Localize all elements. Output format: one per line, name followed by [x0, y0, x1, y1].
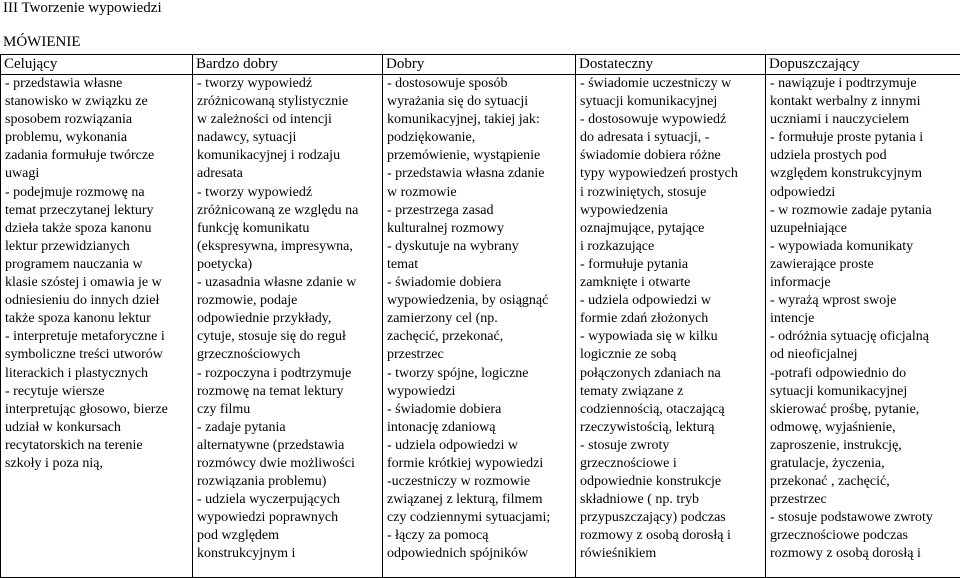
- section-title: III Tworzenie wypowiedzi: [3, 0, 162, 17]
- header-dobry: Dobry: [383, 55, 576, 75]
- header-dostateczny: Dostateczny: [576, 55, 766, 75]
- cell-dopuszczajacy: - nawiązuje i podtrzymuje kontakt werbalny z innymi uczniami i nauczycielem - formułuje proste pytania i udziela prostych pod względem konstrukcyjnym odpowiedzi - w rozmowie zadaje pytania uzupełniające - wypowiada komunikaty zawierające proste informacje - wyrażą wprost swoje intencje - odróżnia sytuację oficjalną od nieoficjalnej -potrafi odpowiednio do sytuacji komunikacyjnej skierować prośbę, pytanie, odmowę, wyjaśnienie, zaproszenie, instrukcję, gratulacje, życzenia, przekonać , zachęcić, przestrzec - stosuje podstawowe zwroty grzecznościowe podczas rozmowy z osobą dorosłą i: [766, 75, 960, 578]
- cell-dostateczny: - świadomie uczestniczy w sytuacji komunikacyjnej - dostosowuje wypowiedź do adresata i sytuacji, - świadomie dobiera różne typy wypowiedzeń prostych i rozwiniętych, stosuje wypowiedzenia oznajmujące, pytające i rozkazujące - formułuje pytania zamknięte i otwarte - udziela odpowiedzi w formie zdań złożonych - wypowiada się w kilku logicznie ze sobą połączonych zdaniach na tematy związane z codziennością, otaczającą rzeczywistością, lekturą - stosuje zwroty grzecznościowe i odpowiednie konstrukcje składniowe ( np. tryb przypuszczający) podczas rozmowy z osobą dorosłą i rówieśnikiem: [576, 75, 766, 578]
- subsection-title: MÓWIENIE: [3, 34, 80, 51]
- cell-celujacy: - przedstawia własne stanowisko w związku ze sposobem rozwiązania problemu, wykonania zadania formułuje twórcze uwagi - podejmuje rozmowę na temat przeczytanej lektury dzieła także spoza kanonu lektur przewidzianych programem nauczania w klasie szóstej i omawia je w odniesieniu do innych dzieł także spoza kanonu lektur - interpretuje metaforyczne i symboliczne treści utworów literackich i plastycznych - recytuje wiersze interpretując głosowo, bierze udział w konkursach recytatorskich na terenie szkoły i poza nią,: [1, 75, 193, 578]
- header-celujacy: Celujący: [1, 55, 193, 75]
- cell-dobry: - dostosowuje sposób wyrażania się do sytuacji komunikacyjnej, takiej jak: podziękowanie, przemówienie, wystąpienie - przedstawia własna zdanie w rozmowie - przestrzega zasad kulturalnej rozmowy - dyskutuje na wybrany temat - świadomie dobiera wypowiedzenia, by osiągnąć zamierzony cel (np. zachęcić, przekonać, przestrzec - tworzy spójne, logiczne wypowiedzi - świadomie dobiera intonację zdaniową - udziela odpowiedzi w formie krótkiej wypowiedzi -uczestniczy w rozmowie związanej z lekturą, filmem czy codziennymi sytuacjami; - łączy za pomocą odpowiednich spójników: [383, 75, 576, 578]
- cell-bardzo-dobry: - tworzy wypowiedź zróżnicowaną stylistycznie w zależności od intencji nadawcy, sytuacji komunikacyjnej i rodzaju adresata - tworzy wypowiedź zróżnicowaną ze względu na funkcję komunikatu (ekspresywna, impresywna, poetycka) - uzasadnia własne zdanie w rozmowie, podaje odpowiednie przykłady, cytuje, stosuje się do reguł grzecznościowych - rozpoczyna i podtrzymuje rozmowę na temat lektury czy filmu - zadaje pytania alternatywne (przedstawia rozmówcy dwie możliwości rozwiązania problemu) - udziela wyczerpujących wypowiedzi poprawnych pod względem konstrukcyjnym i: [193, 75, 383, 578]
- table-header-row: [1, 55, 960, 75]
- grading-criteria-table: [0, 54, 960, 578]
- table-row: [1, 75, 960, 578]
- header-bardzo-dobry: Bardzo dobry: [193, 55, 383, 75]
- header-dopuszczajacy: Dopuszczający: [766, 55, 960, 75]
